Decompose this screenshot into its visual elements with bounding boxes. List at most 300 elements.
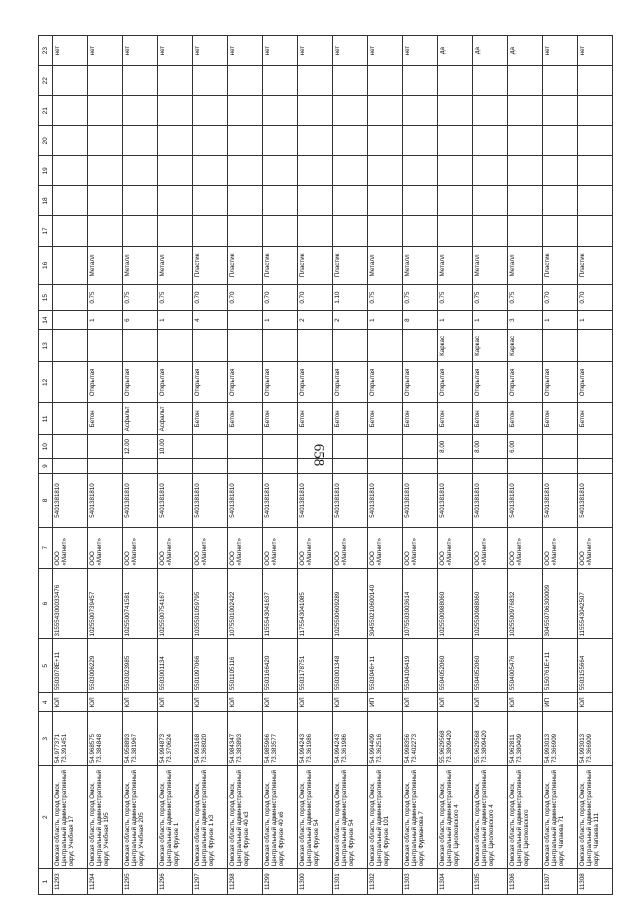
table-cell: 54.998356 73.402273 (403, 712, 438, 766)
table-cell: Омская область, город Омск, Центральный административный округ, Фрунзе 40 к3 (228, 766, 263, 869)
table-cell (543, 156, 578, 186)
table-cell: Омская область, город Омск, Центральный административный округ, Фрунзе 101 (368, 766, 403, 869)
table-cell (193, 156, 228, 186)
table-cell: Пластик (333, 246, 368, 285)
header-cell: 12 (39, 362, 53, 403)
table-cell (53, 96, 88, 126)
table-cell (578, 66, 613, 96)
table-cell (508, 66, 543, 96)
table-cell (88, 126, 123, 156)
table-cell (158, 459, 193, 474)
table-cell: 1175543041085 (298, 568, 333, 639)
table-cell: Бетон (578, 403, 613, 435)
table-cell (88, 96, 123, 126)
table-cell (193, 126, 228, 156)
table-cell: 4 (193, 310, 228, 329)
table-cell (123, 459, 158, 474)
table-cell (53, 285, 88, 311)
table-row (193, 36, 228, 895)
table-cell: 54.993013 73.366909 (543, 712, 578, 766)
table-cell (53, 156, 88, 186)
table-cell: ИП (368, 693, 403, 712)
table-cell: ООО «Магнит» (158, 527, 193, 568)
table-cell (438, 96, 473, 126)
table-cell: 5401381810 (88, 474, 123, 528)
table-row (333, 36, 368, 895)
table-cell: 5401381810 (158, 474, 193, 528)
table-cell: 1025500741581 (123, 568, 158, 639)
table-cell (298, 459, 333, 474)
table-cell: 5504052060 (438, 639, 473, 693)
header-cell: 8 (39, 474, 53, 528)
table-cell: 54.994409 73.362516 (368, 712, 403, 766)
table-cell: 5503006229 (88, 639, 123, 693)
table-cell: 5401381810 (123, 474, 158, 528)
table-cell (298, 96, 333, 126)
table-cell: 2 (298, 310, 333, 329)
table-cell: Открытая (578, 362, 613, 403)
table-row (88, 36, 123, 895)
table-cell: 11307 (543, 869, 578, 895)
table-row (298, 36, 333, 895)
table-cell (333, 330, 368, 362)
table-cell: 8.00 (473, 435, 508, 459)
table-cell: 1025500609289 (333, 568, 368, 639)
header-cell: 10 (39, 435, 53, 459)
table-cell: Асфальт (158, 403, 193, 435)
table-cell: 0.70 (298, 285, 333, 311)
table-row (578, 36, 613, 895)
table-cell (123, 126, 158, 156)
table-cell: Открытая (123, 362, 158, 403)
table-cell: 11303 (403, 869, 438, 895)
table-cell: 1 (543, 310, 578, 329)
rotated-page (38, 35, 598, 895)
table-cell: 54.985966 73.383577 (263, 712, 298, 766)
table-cell: нет (543, 36, 578, 66)
table-cell: 5401381810 (438, 474, 473, 528)
table-cell: Бетон (228, 403, 263, 435)
table-cell (53, 66, 88, 96)
table-cell (543, 126, 578, 156)
table-cell: 54.994243 73.361986 (298, 712, 333, 766)
table-cell (53, 330, 88, 362)
table-cell (158, 156, 193, 186)
header-cell: 5 (39, 639, 53, 693)
table-cell: 304550210600140 (368, 568, 403, 639)
table-cell: 5401381810 (298, 474, 333, 528)
table-cell (123, 156, 158, 186)
table-cell: 1 (158, 310, 193, 329)
header-cell: 14 (39, 310, 53, 329)
table-cell (438, 459, 473, 474)
table-cell: Бетон (333, 403, 368, 435)
table-cell (543, 96, 578, 126)
table-cell (403, 96, 438, 126)
table-cell (333, 186, 368, 216)
table-cell: Асфальт (123, 403, 158, 435)
table-cell: 0.70 (578, 285, 613, 311)
table-row (263, 36, 298, 895)
table-cell (543, 216, 578, 246)
table-cell: Бетон (263, 403, 298, 435)
table-cell (438, 126, 473, 156)
table-cell (88, 330, 123, 362)
table-cell: Бетон (193, 403, 228, 435)
table-cell: Омская область, город Омск, Центральный административный округ, Циолковского 4 (438, 766, 473, 869)
table-cell: нет (578, 36, 613, 66)
table-cell (228, 186, 263, 216)
table-cell: 11308 (578, 869, 613, 895)
table-cell (438, 186, 473, 216)
table-cell: 1075501002422 (228, 568, 263, 639)
table-cell: ООО «Магнит» (368, 527, 403, 568)
table-cell: Металл (123, 246, 158, 285)
table-cell (403, 459, 438, 474)
table-cell: Омская область, город Омск, Центральный административный округ, Учебная 205 (123, 766, 158, 869)
table-cell: Открытая (543, 362, 578, 403)
table-cell: 1 (368, 310, 403, 329)
table-cell (263, 330, 298, 362)
table-cell (193, 96, 228, 126)
header-cell: 21 (39, 96, 53, 126)
table-cell: 0.70 (228, 285, 263, 311)
table-cell (228, 126, 263, 156)
table-cell: 1025500754167 (158, 568, 193, 639)
table-cell: Открытая (333, 362, 368, 403)
table-cell: ООО «Магнит» (228, 527, 263, 568)
table-cell (578, 156, 613, 186)
table-cell: 5504005476 (508, 639, 543, 693)
table-cell (508, 96, 543, 126)
table-cell (53, 362, 88, 403)
table-cell: Открытая (228, 362, 263, 403)
table-cell: Пластик (263, 246, 298, 285)
table-cell (543, 459, 578, 474)
table-cell (53, 126, 88, 156)
table-cell (53, 403, 88, 435)
table-row (158, 36, 193, 895)
table-cell (123, 96, 158, 126)
table-cell: да (438, 36, 473, 66)
table-row (508, 36, 543, 895)
table-cell: нет (263, 36, 298, 66)
table-cell: 5401381810 (333, 474, 368, 528)
table-cell (473, 96, 508, 126)
table-cell (88, 66, 123, 96)
table-cell: нет (333, 36, 368, 66)
table-cell: 5401381810 (543, 474, 578, 528)
table-cell: нет (123, 36, 158, 66)
table-cell: Бетон (543, 403, 578, 435)
table-cell: ООО «Магнит» (438, 527, 473, 568)
table-cell (508, 156, 543, 186)
table-cell: 11293 (53, 869, 88, 895)
table-cell: Омская область, город Омск, Центральный административный округ, Циолковского (508, 766, 543, 869)
table-cell: 54.993013 73.366909 (578, 712, 613, 766)
table-cell: 11295 (123, 869, 158, 895)
table-cell (333, 66, 368, 96)
table-cell: 5503001348 (333, 639, 368, 693)
header-cell: 3 (39, 712, 53, 766)
table-cell (578, 216, 613, 246)
table-cell (473, 66, 508, 96)
table-cell: 5150761E+11 (543, 639, 578, 693)
table-cell: 11299 (263, 869, 298, 895)
table-cell (298, 330, 333, 362)
table-cell (158, 96, 193, 126)
header-cell: 22 (39, 66, 53, 96)
table-cell (53, 216, 88, 246)
table-cell (263, 96, 298, 126)
table-cell: 1025500988060 (438, 568, 473, 639)
table-cell (578, 96, 613, 126)
table-cell: Каркас (438, 330, 473, 362)
table-cell: Омская область, город Омск, Центральный административный округ, Фурманова 7 (403, 766, 438, 869)
table-cell: Бетон (403, 403, 438, 435)
header-cell: 9 (39, 459, 53, 474)
table-cell: Открытая (508, 362, 543, 403)
table-cell (543, 435, 578, 459)
table-cell (123, 216, 158, 246)
table-cell: 54.977371 73.391451 (53, 712, 88, 766)
table-cell (578, 126, 613, 156)
table-cell: ИП (543, 693, 578, 712)
table-cell: нет (88, 36, 123, 66)
table-cell (333, 216, 368, 246)
table-cell (403, 186, 438, 216)
table-row (438, 36, 473, 895)
table-cell: Омская область, город Омск, Центральный административный округ, Фрунзе 40 к6 (263, 766, 298, 869)
table-cell: 5401381810 (473, 474, 508, 528)
table-cell: 5504052060 (473, 639, 508, 693)
table-cell: 5501105116 (228, 639, 263, 693)
table-cell: Пластик (228, 246, 263, 285)
table-cell: Металл (508, 246, 543, 285)
table-cell (438, 216, 473, 246)
table-cell (228, 435, 263, 459)
table-cell: ООО «Магнит» (88, 527, 123, 568)
table-row (123, 36, 158, 895)
table-cell (263, 459, 298, 474)
table-cell: 11298 (228, 869, 263, 895)
table-cell (368, 459, 403, 474)
table-cell: 54.984347 73.383893 (228, 712, 263, 766)
table-cell: ЮЛ (333, 693, 368, 712)
table-cell: Пластик (298, 246, 333, 285)
table-cell (263, 66, 298, 96)
table-cell (368, 435, 403, 459)
table-cell: да (508, 36, 543, 66)
table-cell: Омская область, город Омск, Центральный административный округ, Фрунзе 1 к3 (193, 766, 228, 869)
table-cell (403, 330, 438, 362)
table-cell (158, 186, 193, 216)
table-cell: Омская область, город Омск, Центральный административный округ, Учебная 195 (88, 766, 123, 869)
table-cell (228, 216, 263, 246)
table-cell: Бетон (438, 403, 473, 435)
table-cell: ЮЛ (438, 693, 473, 712)
table-cell: Бетон (298, 403, 333, 435)
table-cell: Омская область, город Омск, Центральный административный округ, Фрунзе 54 (298, 766, 333, 869)
header-cell: 19 (39, 156, 53, 186)
table-cell: 54.994873 73.370624 (158, 712, 193, 766)
table-cell (368, 216, 403, 246)
table-cell: нет (158, 36, 193, 66)
table-cell: 5401381810 (263, 474, 298, 528)
table-cell: Открытая (403, 362, 438, 403)
header-cell: 18 (39, 186, 53, 216)
table-cell (88, 435, 123, 459)
table-cell: ООО «Магнит» (403, 527, 438, 568)
table-cell (123, 330, 158, 362)
table-cell: Омская область, город Омск, Центральный административный округ, Фрунзе 54 (333, 766, 368, 869)
table-cell (228, 330, 263, 362)
table-cell: 1025500976832 (508, 568, 543, 639)
table-cell: ООО «Магнит» (508, 527, 543, 568)
table-cell (508, 459, 543, 474)
table-cell: ЮЛ (193, 693, 228, 712)
table-cell (368, 330, 403, 362)
table-cell: Омская область, город Омск, Центральный административный округ, Чапаева 71 (543, 766, 578, 869)
table-cell: Омская область, город Омск, Центральный административный округ, Учебная 17 (53, 766, 88, 869)
table-cell: ЮЛ (263, 693, 298, 712)
table-cell: ООО «Магнит» (578, 527, 613, 568)
table-cell (473, 156, 508, 186)
table-cell: Металл (403, 246, 438, 285)
table-cell: ООО «Магнит» (333, 527, 368, 568)
table-cell (333, 435, 368, 459)
table-cell (438, 156, 473, 186)
header-cell: 2 (39, 766, 53, 869)
table-cell: 0.70 (193, 285, 228, 311)
table-cell (368, 186, 403, 216)
table-cell: да (473, 36, 508, 66)
table-cell (403, 435, 438, 459)
table-cell: нет (193, 36, 228, 66)
table-cell: Металл (158, 246, 193, 285)
table-cell (543, 330, 578, 362)
table-cell (228, 156, 263, 186)
table-cell: 12.00 (123, 435, 158, 459)
table-cell: 1035501059795 (193, 568, 228, 639)
table-cell (53, 435, 88, 459)
table-cell: 0.75 (473, 285, 508, 311)
table-cell: 11300 (298, 869, 333, 895)
table-cell: 5401381810 (228, 474, 263, 528)
table-cell: Открытая (158, 362, 193, 403)
table-cell: 1 (578, 310, 613, 329)
table-cell: Каркас (508, 330, 543, 362)
table-cell: 5504106419 (403, 639, 438, 693)
table-cell: 5401381810 (368, 474, 403, 528)
table-cell: 5401381810 (578, 474, 613, 528)
table-cell (298, 126, 333, 156)
table-cell: 0.75 (88, 285, 123, 311)
table-cell (403, 66, 438, 96)
table-cell: ООО «Магнит» (298, 527, 333, 568)
header-cell: 4 (39, 693, 53, 712)
table-cell: Открытая (473, 362, 508, 403)
table-cell (53, 186, 88, 216)
table-row (368, 36, 403, 895)
table-cell: ЮЛ (228, 693, 263, 712)
table-cell: нет (368, 36, 403, 66)
table-cell: Открытая (368, 362, 403, 403)
table-cell (578, 330, 613, 362)
table-cell: Каркас (473, 330, 508, 362)
header-cell: 7 (39, 527, 53, 568)
table-cell: 54.994243 73.361986 (333, 712, 368, 766)
table-cell (263, 126, 298, 156)
table-cell: Пластик (193, 246, 228, 285)
table-cell (158, 216, 193, 246)
table-cell: 2 (333, 310, 368, 329)
table-cell: 5503155664 (578, 639, 613, 693)
table-cell: ЮЛ (508, 693, 543, 712)
table-cell (228, 459, 263, 474)
table-cell: ЮЛ (473, 693, 508, 712)
table-cell (403, 126, 438, 156)
table-cell: 1155543041637 (263, 568, 298, 639)
table-cell (228, 66, 263, 96)
table-row (53, 36, 88, 895)
table-cell: 5503078E+11 (53, 639, 88, 693)
table-cell (508, 126, 543, 156)
table-cell: 5401381810 (508, 474, 543, 528)
table-cell (53, 310, 88, 329)
table-cell: Бетон (473, 403, 508, 435)
table-cell: ООО «Магнит» (123, 527, 158, 568)
table-cell (193, 186, 228, 216)
table-cell (508, 186, 543, 216)
table-cell: 5501097066 (193, 639, 228, 693)
header-cell: 20 (39, 126, 53, 156)
table-cell: 3 (508, 310, 543, 329)
table-cell (193, 216, 228, 246)
table-cell: Пластик (543, 246, 578, 285)
table-cell (193, 459, 228, 474)
table-cell: 8.00 (438, 435, 473, 459)
table-cell: 0.75 (403, 285, 438, 311)
table-cell: 1.10 (333, 285, 368, 311)
table-cell (578, 459, 613, 474)
table-cell: Пластик (578, 246, 613, 285)
header-cell: 15 (39, 285, 53, 311)
table-cell (158, 330, 193, 362)
header-cell: 16 (39, 246, 53, 285)
table-cell (228, 96, 263, 126)
table-cell: 0.75 (158, 285, 193, 311)
table-cell: ООО «Магнит» (263, 527, 298, 568)
table-cell (123, 186, 158, 216)
table-cell (263, 435, 298, 459)
table-cell: 0.70 (543, 285, 578, 311)
table-cell: 5401381810 (53, 474, 88, 528)
table-cell: 0.75 (508, 285, 543, 311)
table-cell: 1 (438, 310, 473, 329)
table-cell: 1025500988060 (473, 568, 508, 639)
table-cell (158, 66, 193, 96)
table-cell: ЮЛ (403, 693, 438, 712)
table-cell (88, 186, 123, 216)
table-cell (298, 435, 333, 459)
table-cell (158, 126, 193, 156)
table-cell: 5503023985 (123, 639, 158, 693)
table-cell: 11306 (508, 869, 543, 895)
header-row (39, 36, 53, 895)
table-cell (263, 186, 298, 216)
table-cell: 54.993168 73.368020 (193, 712, 228, 766)
